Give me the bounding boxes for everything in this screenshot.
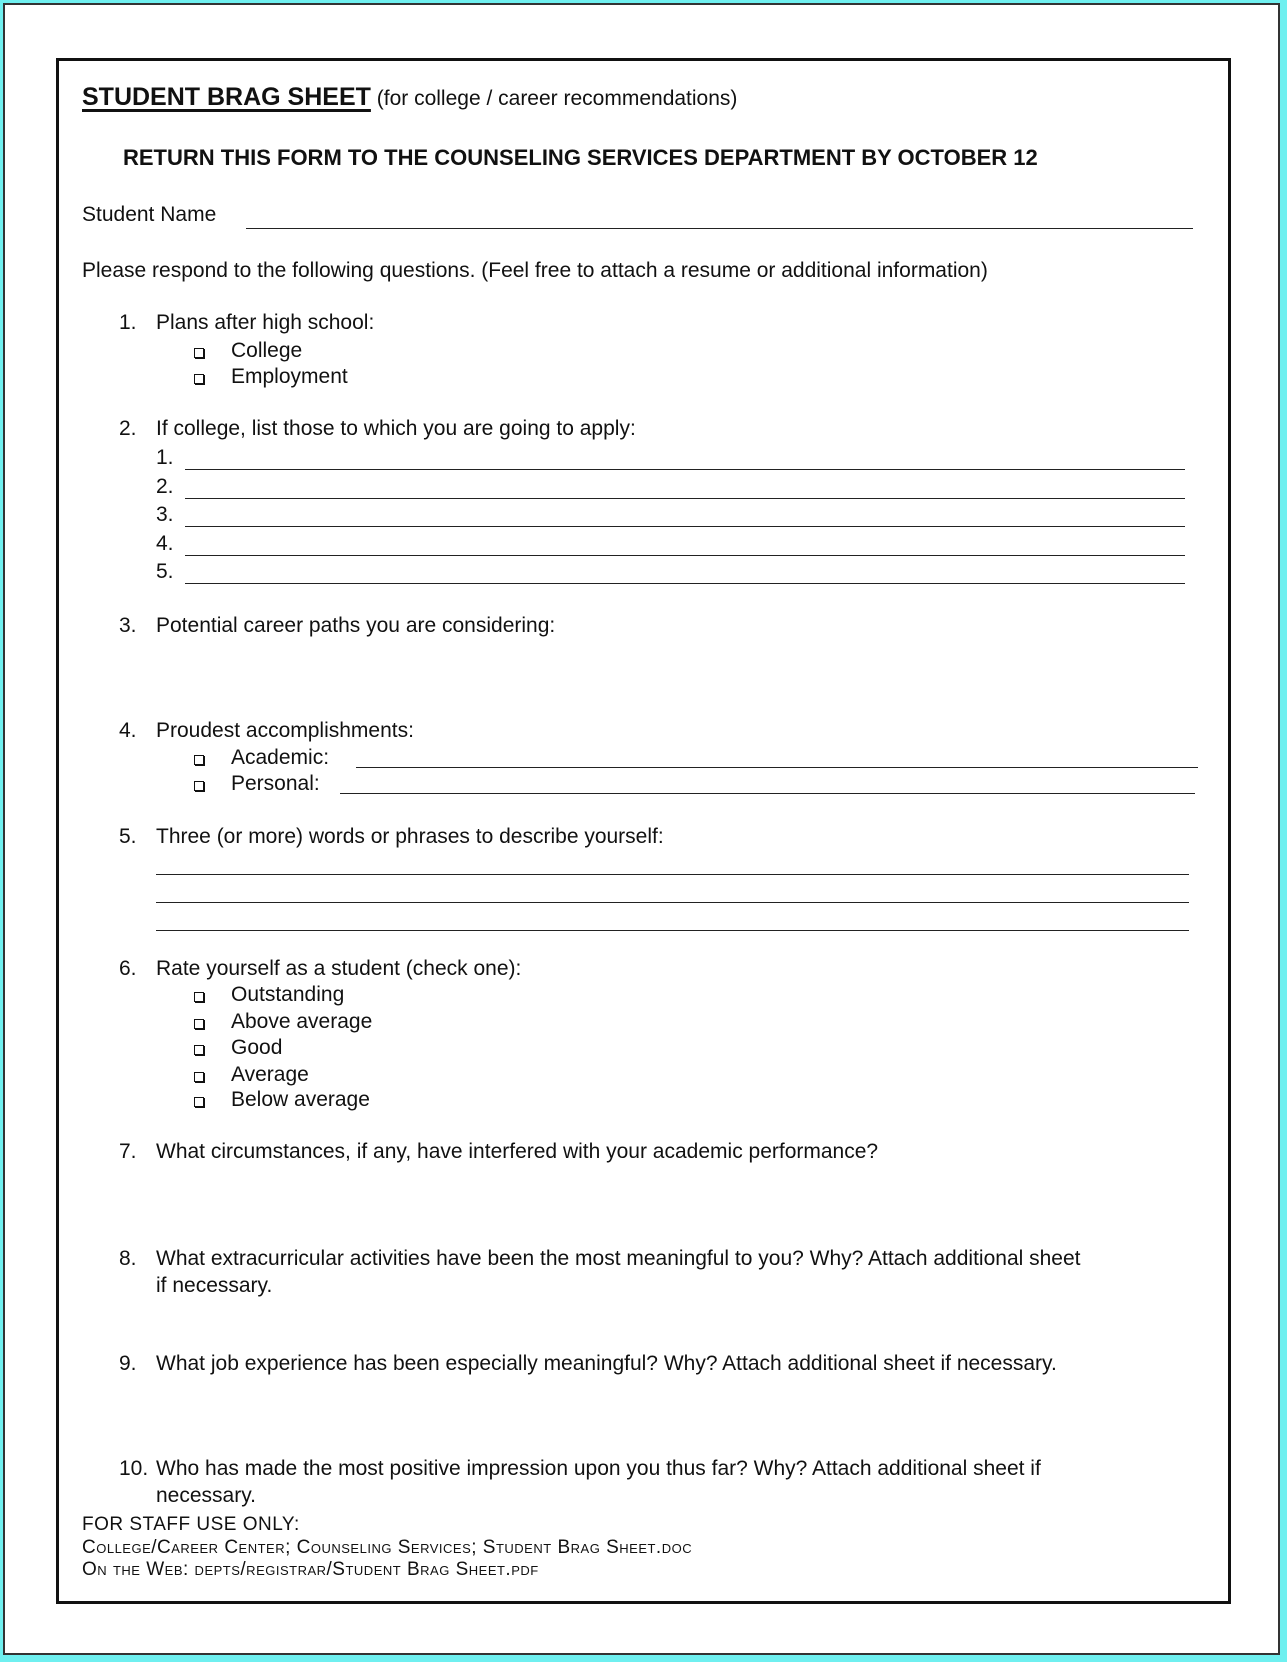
q3-number: 3. xyxy=(119,614,137,637)
form-heading xyxy=(82,84,737,112)
option-personal: Personal: xyxy=(231,772,320,795)
staff-file-path: College/Career Center; Counseling Services; Student Brag Sheet.doc xyxy=(82,1537,693,1558)
student-name-field[interactable] xyxy=(246,228,1193,229)
q4-text: Proudest accomplishments: xyxy=(156,719,414,742)
form-title: STUDENT BRAG SHEET xyxy=(82,83,371,111)
option-average: Average xyxy=(231,1063,309,1086)
q6-number: 6. xyxy=(119,957,137,980)
academic-field[interactable] xyxy=(356,767,1198,768)
staff-use-label: FOR STAFF USE ONLY: xyxy=(82,1514,300,1535)
form-subtitle: (for college / career recommendations) xyxy=(376,87,738,110)
option-outstanding: Outstanding xyxy=(231,983,345,1006)
q6-text: Rate yourself as a student (check one): xyxy=(156,957,522,980)
option-below-average: Below average xyxy=(231,1088,370,1111)
describe-field-1[interactable] xyxy=(156,874,1189,875)
checkbox-average[interactable] xyxy=(194,1072,204,1082)
q10-text: Who has made the most positive impression upon you thus far? Why? Attach additional sheet if xyxy=(156,1457,1041,1480)
option-employment: Employment xyxy=(231,365,348,388)
college-field-2[interactable] xyxy=(185,498,1185,499)
checkbox-above-average[interactable] xyxy=(194,1019,204,1029)
q9-text: What job experience has been especially meaningful? Why? Attach additional sheet if necessary. xyxy=(156,1352,1057,1375)
college-item-number: 4. xyxy=(156,532,174,555)
checkbox-good[interactable] xyxy=(194,1045,204,1055)
q10-number: 10. xyxy=(119,1457,149,1480)
college-field-3[interactable] xyxy=(185,526,1185,527)
describe-field-3[interactable] xyxy=(156,930,1189,931)
option-academic: Academic: xyxy=(231,746,330,769)
q7-text: What circumstances, if any, have interfered with your academic performance? xyxy=(156,1140,879,1163)
q5-text: Three (or more) words or phrases to describe yourself: xyxy=(156,825,664,848)
college-item-number: 2. xyxy=(156,475,174,498)
web-file-path: On the Web: depts/registrar/Student Brag Sheet.pdf xyxy=(82,1559,539,1580)
option-good: Good xyxy=(231,1036,283,1059)
college-field-4[interactable] xyxy=(185,555,1185,556)
q8-text: What extracurricular activities have been the most meaningful to you? Why? Attach additional sheet xyxy=(156,1247,1081,1270)
q2-number: 2. xyxy=(119,417,137,440)
college-item-number: 5. xyxy=(156,560,174,583)
checkbox-employment[interactable] xyxy=(194,374,204,384)
q3-text: Potential career paths you are considering: xyxy=(156,614,556,637)
checkbox-academic[interactable] xyxy=(194,755,204,765)
q4-number: 4. xyxy=(119,719,137,742)
checkbox-personal[interactable] xyxy=(194,781,204,791)
college-item-number: 1. xyxy=(156,446,174,469)
option-above-average: Above average xyxy=(231,1010,373,1033)
option-college: College xyxy=(231,339,303,362)
college-field-1[interactable] xyxy=(185,469,1185,470)
q1-number: 1. xyxy=(119,311,137,334)
q7-number: 7. xyxy=(119,1140,137,1163)
q1-text: Plans after high school: xyxy=(156,311,375,334)
checkbox-college[interactable] xyxy=(194,348,204,358)
q9-number: 9. xyxy=(119,1352,137,1375)
describe-field-2[interactable] xyxy=(156,902,1189,903)
q8-number: 8. xyxy=(119,1247,137,1270)
q8-text-continued: if necessary. xyxy=(156,1274,273,1297)
q5-number: 5. xyxy=(119,825,137,848)
return-notice: RETURN THIS FORM TO THE COUNSELING SERVICES DEPARTMENT BY OCTOBER 12 xyxy=(123,145,1038,170)
q2-text: If college, list those to which you are going to apply: xyxy=(156,417,636,440)
checkbox-outstanding[interactable] xyxy=(194,992,204,1002)
instructions: Please respond to the following questions. (Feel free to attach a resume or additional information) xyxy=(82,259,988,282)
college-field-5[interactable] xyxy=(185,583,1185,584)
q10-text-continued: necessary. xyxy=(156,1484,256,1507)
student-name-label: Student Name xyxy=(82,203,217,226)
college-item-number: 3. xyxy=(156,503,174,526)
personal-field[interactable] xyxy=(340,793,1195,794)
checkbox-below-average[interactable] xyxy=(194,1097,204,1107)
